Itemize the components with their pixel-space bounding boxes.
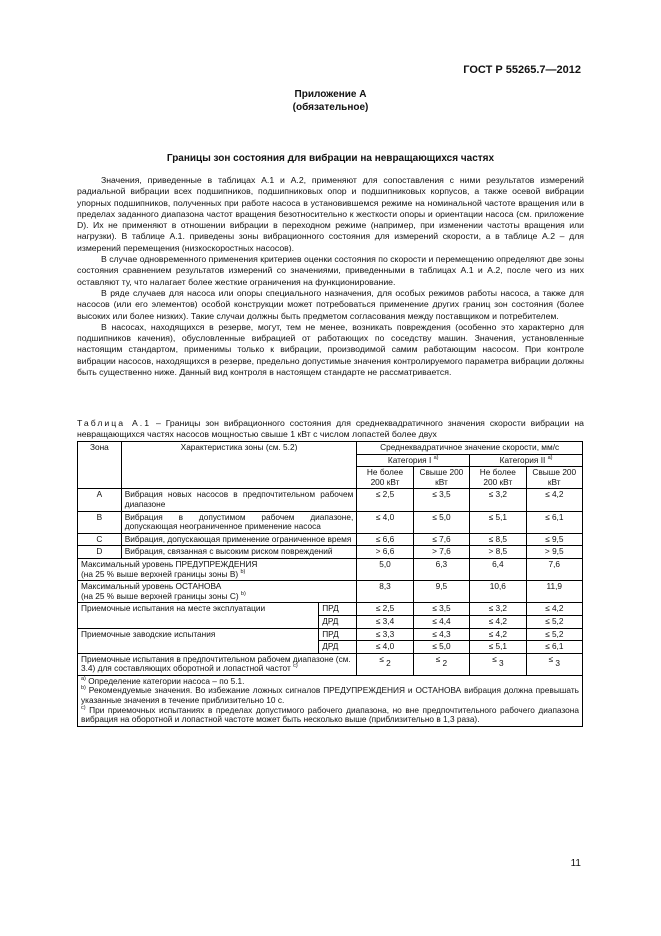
value-cell: ≤ 6,1 — [526, 511, 582, 533]
zone-description: Вибрация, связанная с высоким риском повреждений — [121, 546, 357, 559]
value-cell: > 8,5 — [470, 546, 526, 559]
table-row — [78, 603, 583, 616]
value-cell: ≤ 4,2 — [470, 615, 526, 628]
value-cell: ≤ 3,5 — [413, 603, 469, 616]
zone-description: Вибрация, допускающая применение ограниченное время — [121, 533, 357, 546]
appendix-title: Приложение А — [294, 89, 367, 100]
head-category-2: Категория II $^{a)}$ — [470, 454, 583, 467]
factory-test-label: Приемочные заводские испытания — [78, 628, 319, 653]
value-cell: 7,6 — [526, 558, 582, 580]
value-cell: 9,5 — [413, 581, 469, 603]
table-row — [78, 653, 583, 675]
paragraph: В случае одновременного применения критериев оценки состояния по скорости и перемещению определяют две зоны состояния сравнением результатов измерений со значениями, приведенными в таблицах А.1 и А.2, после чего из них оставляют ту, что налагает более жесткие ограничения на функционирование. — [77, 254, 584, 287]
table-notes — [78, 675, 583, 726]
table-caption-text: – Границы зон вибрационного состояния для среднеквадратичного значения скорости вибрации на невращающихся частях насосов мощностью свыше 1 кВт с числом лопастей более двух — [77, 418, 584, 440]
value-cell: ≤ 3 — [526, 653, 582, 675]
zone-description: Вибрация новых насосов в предпочтительном рабочем диапазоне — [121, 489, 357, 511]
value-cell: 5,0 — [357, 558, 413, 580]
stop-label: Максимальный уровень ОСТАНОВА (на 25 % выше верхней границы зоны C) $^{b)}$ — [78, 581, 357, 603]
value-cell: 6,4 — [470, 558, 526, 580]
zone-label: B — [78, 511, 122, 533]
footnote: $^{a)}$ Определение категории насоса – по 5.1. — [81, 675, 245, 686]
value-cell: ≤ 5,0 — [413, 511, 469, 533]
value-cell: ≤ 4,2 — [470, 628, 526, 641]
head-gt200: Свыше 200 кВт — [413, 467, 469, 489]
value-cell: ≤ 2,5 — [357, 603, 413, 616]
value-cell: ≤ 6,1 — [526, 641, 582, 654]
table-row — [78, 489, 583, 511]
head-gt200: Свыше 200 кВт — [526, 467, 582, 489]
table-row — [78, 511, 583, 533]
head-rms: Среднеквадратичное значение скорости, мм/с — [357, 442, 583, 455]
standard-number: ГОСТ Р 55265.7—2012 — [463, 64, 581, 76]
value-cell: ≤ 4,0 — [357, 641, 413, 654]
head-le200: Не более 200 кВт — [357, 467, 413, 489]
value-cell: ≤ 9,5 — [526, 533, 582, 546]
mode-label: ПРД — [319, 628, 357, 641]
value-cell: > 6,6 — [357, 546, 413, 559]
value-cell: ≤ 4,0 — [357, 511, 413, 533]
table-caption-label: Таблица А.1 — [77, 418, 152, 428]
value-cell: ≤ 2 — [413, 653, 469, 675]
page-number: 11 — [570, 858, 581, 869]
mode-label: ПРД — [319, 603, 357, 616]
value-cell: ≤ 3,2 — [470, 489, 526, 511]
preferred-range-label: Приемочные испытания в предпочтительном рабочем диапазоне (см. 3.4) для составляющих оборотной и лопастной частот $^{c)}$ — [78, 653, 357, 675]
footnotes — [78, 675, 583, 726]
value-cell: > 7,6 — [413, 546, 469, 559]
footnote: $^{b)}$ Рекомендуемые значения. Во избежание ложных сигналов ПРЕДУПРЕЖДЕНИЯ и ОСТАНОВА вибрация должна превышать указанные значения в течение приблизительно 10 с. — [81, 685, 579, 706]
value-cell: ≤ 3,2 — [470, 603, 526, 616]
zone-label: D — [78, 546, 122, 559]
section-title: Границы зон состояния для вибрации на невращающихся частях — [166, 153, 495, 164]
value-cell: ≤ 5,0 — [413, 641, 469, 654]
table-row — [78, 533, 583, 546]
head-characteristic: Характеристика зоны (см. 5.2) — [121, 442, 357, 489]
table-row — [78, 581, 583, 603]
table-row — [78, 558, 583, 580]
paragraph: Значения, приведенные в таблицах А.1 и А.2, применяют для сопоставления с ними результатов измерений радиальной вибрации всех подшипников, подшипниковых опор и подшипниковых корпусов, а также осевой вибрации упорных подшипников, полученных при работе насоса в установившемся режиме на номинальной частоте вращения или в пределах заданного диапазона частот вращения безотносительно к жесткости опоры и ориентации насоса (см. приложение D). Их не применяют в отношении вибрации в переходном режиме (например, при изменении частоты вращения или нагрузки). В таблице А.1. приведены зоны вибрационного состояния для измерений скорости, а в таблице А.2 – для измерений перемещения (низкоскоростных насосов). — [77, 175, 584, 253]
value-cell: ≤ 5,1 — [470, 511, 526, 533]
mode-label: ДРД — [319, 615, 357, 628]
warning-label: Максимальный уровень ПРЕДУПРЕЖДЕНИЯ (на 25 % выше верхней границы зоны B) $^{b)}$ — [78, 558, 357, 580]
value-cell: ≤ 4,3 — [413, 628, 469, 641]
footnote: $^{c)}$ При приемочных испытаниях в пределах допустимого рабочего диапазона, но вне предпочтительного рабочего диапазона вибрация на оборотной и лопастной частоте может быть несколько выше (приблизительно в 1,3 раза). — [81, 704, 579, 725]
value-cell: ≤ 3 — [470, 653, 526, 675]
value-cell: ≤ 5,2 — [526, 628, 582, 641]
appendix-status: (обязательное) — [292, 102, 369, 113]
value-cell: ≤ 3,3 — [357, 628, 413, 641]
value-cell: ≤ 5,2 — [526, 615, 582, 628]
table-row — [78, 546, 583, 559]
zone-label: A — [78, 489, 122, 511]
value-cell: ≤ 2,5 — [357, 489, 413, 511]
value-cell: ≤ 4,2 — [526, 603, 582, 616]
value-cell: > 9,5 — [526, 546, 582, 559]
head-le200: Не более 200 кВт — [470, 467, 526, 489]
table-caption — [77, 418, 584, 441]
value-cell: 8,3 — [357, 581, 413, 603]
value-cell: ≤ 7,6 — [413, 533, 469, 546]
value-cell: ≤ 4,2 — [526, 489, 582, 511]
value-cell: ≤ 6,6 — [357, 533, 413, 546]
value-cell: 11,9 — [526, 581, 582, 603]
value-cell: ≤ 3,4 — [357, 615, 413, 628]
value-cell: ≤ 3,5 — [413, 489, 469, 511]
table-row — [78, 628, 583, 641]
value-cell: ≤ 8,5 — [470, 533, 526, 546]
mode-label: ДРД — [319, 641, 357, 654]
zone-description: Вибрация в допустимом рабочем диапазоне, допускающая неограниченное применение насоса — [121, 511, 357, 533]
value-cell: ≤ 2 — [357, 653, 413, 675]
site-test-label: Приемочные испытания на месте эксплуатации — [78, 603, 319, 628]
value-cell: ≤ 5,1 — [470, 641, 526, 654]
value-cell: ≤ 4,4 — [413, 615, 469, 628]
value-cell: 10,6 — [470, 581, 526, 603]
paragraph: В насосах, находящихся в резерве, могут, тем не менее, возникать повреждения (особенно это характерно для подшипников качения), обусловленные вибрацией от работающих по соседству машин. Значения, установленные настоящим стандартом, применимы только к вибрации, производимой самим работающим насосом. При контроле вибрации насосов, находящихся в резерве, предельно допустимые значения контролируемого параметра вибрации должны быть существенно ниже. Данный вид контроля в настоящем стандарте не рассматривается. — [77, 321, 584, 378]
value-cell: 6,3 — [413, 558, 469, 580]
vibration-zones-table — [77, 441, 583, 727]
paragraph: В ряде случаев для насоса или опоры специального назначения, для особых режимов работы насоса, а также для насосов (или его элементов) особой конструкции может потребоваться применение других границ зон состояния (более высоких или более низких). Такие случаи должны быть предметом согласования между поставщиком и потребителем. — [77, 287, 584, 321]
head-zone: Зона — [78, 442, 122, 489]
body-text — [77, 175, 584, 378]
zone-label: C — [78, 533, 122, 546]
head-category-1: Категория I $^{a)}$ — [357, 454, 470, 467]
